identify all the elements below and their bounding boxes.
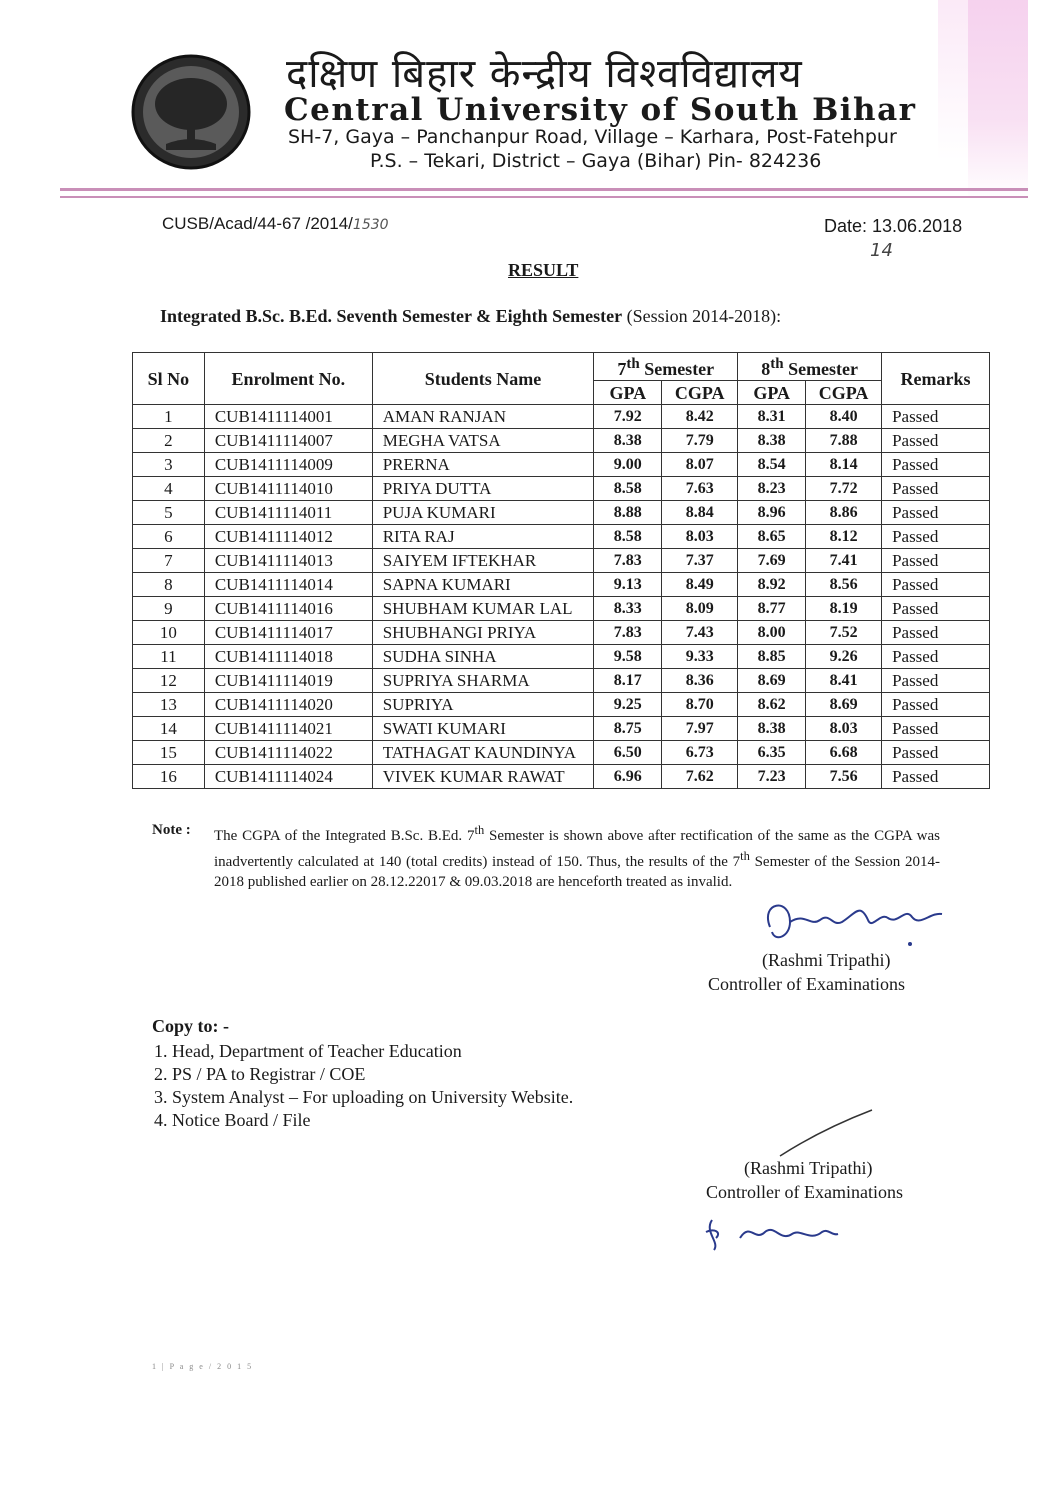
cell-remarks: Passed: [882, 429, 990, 453]
cell-remarks: Passed: [882, 573, 990, 597]
cell-gpa-8: 8.23: [738, 477, 806, 501]
cell-cgpa-7: 7.63: [662, 477, 738, 501]
cell-gpa-7: 8.75: [594, 717, 662, 741]
cell-cgpa-7: 6.73: [662, 741, 738, 765]
pink-margin-strip: [968, 0, 1028, 200]
cell-gpa-8: 8.38: [738, 429, 806, 453]
programme-subtitle-session: (Session 2014-2018):: [622, 306, 782, 326]
cell-cgpa-7: 7.97: [662, 717, 738, 741]
cell-gpa-8: 8.38: [738, 717, 806, 741]
table-header-row: [133, 353, 990, 381]
copy-to-item: 4. Notice Board / File: [154, 1110, 311, 1130]
cell-cgpa-8: 8.56: [806, 573, 882, 597]
cell-student-name: SUDHA SINHA: [372, 645, 594, 669]
cell-cgpa-7: 9.33: [662, 645, 738, 669]
cell-student-name: SWATI KUMARI: [372, 717, 594, 741]
cell-gpa-7: 6.50: [594, 741, 662, 765]
cell-student-name: SAPNA KUMARI: [372, 573, 594, 597]
cell-gpa-7: 9.00: [594, 453, 662, 477]
header-enrolment: Enrolment No.: [204, 353, 372, 405]
copy-to-list: [154, 1040, 573, 1132]
cell-remarks: Passed: [882, 669, 990, 693]
signature-slash-icon: [778, 1108, 874, 1158]
cell-sl-no: 14: [133, 717, 205, 741]
cell-remarks: Passed: [882, 525, 990, 549]
table-row: [133, 621, 990, 645]
cell-gpa-7: 9.58: [594, 645, 662, 669]
cell-cgpa-7: 7.43: [662, 621, 738, 645]
cell-enrolment: CUB1411114011: [204, 501, 372, 525]
cell-gpa-8: 8.54: [738, 453, 806, 477]
cell-student-name: AMAN RANJAN: [372, 405, 594, 429]
cell-sl-no: 10: [133, 621, 205, 645]
table-row: [133, 525, 990, 549]
cell-sl-no: 12: [133, 669, 205, 693]
cell-cgpa-7: 7.37: [662, 549, 738, 573]
cell-student-name: SAIYEM IFTEKHAR: [372, 549, 594, 573]
cell-remarks: Passed: [882, 549, 990, 573]
page-footer: 1 | P a g e / 2 0 1 5: [152, 1362, 254, 1371]
table-row: [133, 645, 990, 669]
cell-gpa-7: 8.17: [594, 669, 662, 693]
cell-remarks: Passed: [882, 501, 990, 525]
cell-gpa-7: 8.58: [594, 525, 662, 549]
header-cgpa-8: CGPA: [806, 381, 882, 405]
cell-sl-no: 8: [133, 573, 205, 597]
cell-enrolment: CUB1411114018: [204, 645, 372, 669]
cell-cgpa-7: 8.07: [662, 453, 738, 477]
cell-gpa-8: 7.23: [738, 765, 806, 789]
university-seal-tree-icon: [126, 52, 256, 172]
cell-cgpa-8: 8.69: [806, 693, 882, 717]
cell-gpa-8: 8.92: [738, 573, 806, 597]
cell-remarks: Passed: [882, 477, 990, 501]
cell-gpa-7: 7.83: [594, 621, 662, 645]
cell-cgpa-8: 8.12: [806, 525, 882, 549]
address-line-1: SH-7, Gaya – Panchanpur Road, Village – Karhara, Post-Fatehpur: [288, 126, 897, 148]
cell-enrolment: CUB1411114013: [204, 549, 372, 573]
cell-enrolment: CUB1411114017: [204, 621, 372, 645]
cell-cgpa-8: 9.26: [806, 645, 882, 669]
table-row: [133, 429, 990, 453]
reference-text: CUSB/Acad/44-67 /2014/: [162, 214, 353, 233]
cell-cgpa-8: 7.56: [806, 765, 882, 789]
cell-cgpa-8: 8.03: [806, 717, 882, 741]
cell-student-name: TATHAGAT KAUNDINYA: [372, 741, 594, 765]
cell-sl-no: 5: [133, 501, 205, 525]
table-row: [133, 477, 990, 501]
pink-margin-strip-secondary: [938, 0, 968, 160]
cell-cgpa-7: 7.79: [662, 429, 738, 453]
signature-icon: [760, 892, 960, 952]
cell-gpa-7: 7.92: [594, 405, 662, 429]
header-seventh-semester: 7th Semester: [594, 353, 738, 381]
table-row: [133, 741, 990, 765]
cell-student-name: SHUBHANGI PRIYA: [372, 621, 594, 645]
cell-enrolment: CUB1411114014: [204, 573, 372, 597]
header-sl-no: Sl No: [133, 353, 205, 405]
cell-gpa-7: 8.38: [594, 429, 662, 453]
signatory-name-2: (Rashmi Tripathi): [744, 1158, 873, 1178]
header-gpa-7: GPA: [594, 381, 662, 405]
cell-cgpa-8: 8.86: [806, 501, 882, 525]
result-heading: RESULT: [508, 260, 579, 280]
table-row: [133, 573, 990, 597]
cell-sl-no: 16: [133, 765, 205, 789]
cell-cgpa-8: 7.52: [806, 621, 882, 645]
cell-student-name: SUPRIYA: [372, 693, 594, 717]
cell-gpa-8: 8.77: [738, 597, 806, 621]
signatory-title-2: Controller of Examinations: [706, 1182, 903, 1202]
table-row: [133, 717, 990, 741]
cell-student-name: SUPRIYA SHARMA: [372, 669, 594, 693]
header-student-name: Students Name: [372, 353, 594, 405]
copy-to-item: 2. PS / PA to Registrar / COE: [154, 1064, 366, 1084]
cell-sl-no: 6: [133, 525, 205, 549]
header-cgpa-7: CGPA: [662, 381, 738, 405]
table-row: [133, 693, 990, 717]
cell-gpa-8: 8.31: [738, 405, 806, 429]
cell-enrolment: CUB1411114021: [204, 717, 372, 741]
header-remarks: Remarks: [882, 353, 990, 405]
cell-gpa-8: 6.35: [738, 741, 806, 765]
table-row: [133, 501, 990, 525]
header-rule: [60, 188, 1028, 191]
cell-gpa-8: 8.00: [738, 621, 806, 645]
cell-gpa-8: 8.69: [738, 669, 806, 693]
programme-subtitle: [160, 306, 781, 327]
cell-gpa-8: 8.85: [738, 645, 806, 669]
cell-cgpa-7: 8.70: [662, 693, 738, 717]
cell-remarks: Passed: [882, 597, 990, 621]
cell-cgpa-8: 8.19: [806, 597, 882, 621]
note-text: The CGPA of the Integrated B.Sc. B.Ed. 7th Semester is shown above after rectification of the same as the CGPA was inadvertently calculated at 140 (total credits) instead of 150. Thus, the results of the 7th Semester of the Session 2014-2018 published earlier on 28.12.22017 & 09.03.2018 are henceforth treated as invalid.: [214, 823, 940, 890]
cell-cgpa-8: 6.68: [806, 741, 882, 765]
cell-cgpa-7: 8.36: [662, 669, 738, 693]
cell-student-name: PRIYA DUTTA: [372, 477, 594, 501]
header-gpa-8: GPA: [738, 381, 806, 405]
cell-remarks: Passed: [882, 405, 990, 429]
cell-enrolment: CUB1411114009: [204, 453, 372, 477]
cell-remarks: Passed: [882, 741, 990, 765]
result-table: [132, 352, 990, 789]
university-name-english: Central University of South Bihar: [284, 92, 917, 128]
table-row: [133, 453, 990, 477]
cell-enrolment: CUB1411114022: [204, 741, 372, 765]
cell-student-name: VIVEK KUMAR RAWAT: [372, 765, 594, 789]
cell-cgpa-7: 8.03: [662, 525, 738, 549]
cell-gpa-8: 7.69: [738, 549, 806, 573]
cell-remarks: Passed: [882, 621, 990, 645]
cell-cgpa-8: 8.40: [806, 405, 882, 429]
cell-gpa-7: 9.13: [594, 573, 662, 597]
cell-cgpa-7: 8.42: [662, 405, 738, 429]
cell-enrolment: CUB1411114001: [204, 405, 372, 429]
cell-sl-no: 7: [133, 549, 205, 573]
cell-gpa-7: 7.83: [594, 549, 662, 573]
reference-number: [162, 214, 389, 234]
cell-cgpa-8: 7.88: [806, 429, 882, 453]
cell-student-name: PUJA KUMARI: [372, 501, 594, 525]
cell-gpa-7: 8.88: [594, 501, 662, 525]
cell-remarks: Passed: [882, 453, 990, 477]
cell-sl-no: 2: [133, 429, 205, 453]
address-line-2: P.S. – Tekari, District – Gaya (Bihar) Pin- 824236: [370, 150, 822, 172]
cell-cgpa-7: 8.84: [662, 501, 738, 525]
cell-cgpa-7: 8.49: [662, 573, 738, 597]
cell-student-name: PRERNA: [372, 453, 594, 477]
table-row: [133, 405, 990, 429]
cell-gpa-7: 6.96: [594, 765, 662, 789]
cell-sl-no: 1: [133, 405, 205, 429]
cell-gpa-8: 8.62: [738, 693, 806, 717]
cell-sl-no: 9: [133, 597, 205, 621]
cell-cgpa-8: 7.72: [806, 477, 882, 501]
note-block: [152, 820, 942, 890]
cell-enrolment: CUB1411114016: [204, 597, 372, 621]
cell-cgpa-8: 7.41: [806, 549, 882, 573]
cell-student-name: MEGHA VATSA: [372, 429, 594, 453]
cell-sl-no: 13: [133, 693, 205, 717]
cell-gpa-7: 9.25: [594, 693, 662, 717]
cell-cgpa-8: 8.14: [806, 453, 882, 477]
cell-student-name: SHUBHAM KUMAR LAL: [372, 597, 594, 621]
cell-student-name: RITA RAJ: [372, 525, 594, 549]
cell-enrolment: CUB1411114020: [204, 693, 372, 717]
cell-gpa-7: 8.58: [594, 477, 662, 501]
table-row: [133, 549, 990, 573]
cell-enrolment: CUB1411114012: [204, 525, 372, 549]
cell-sl-no: 4: [133, 477, 205, 501]
cell-sl-no: 3: [133, 453, 205, 477]
table-row: [133, 597, 990, 621]
copy-to-item: 1. Head, Department of Teacher Education: [154, 1041, 462, 1061]
header-eighth-semester: 8th Semester: [738, 353, 882, 381]
note-label: Note :: [152, 822, 191, 838]
signatory-name: (Rashmi Tripathi): [762, 950, 891, 970]
cell-remarks: Passed: [882, 693, 990, 717]
cell-enrolment: CUB1411114019: [204, 669, 372, 693]
header-rule-secondary: [60, 196, 1028, 198]
date-handwritten-correction: 14: [870, 240, 893, 261]
cell-remarks: Passed: [882, 717, 990, 741]
cell-cgpa-7: 7.62: [662, 765, 738, 789]
cell-gpa-8: 8.65: [738, 525, 806, 549]
copy-to-item: 3. System Analyst – For uploading on University Website.: [154, 1087, 574, 1107]
document-date: Date: 13.06.2018: [824, 216, 963, 236]
cell-sl-no: 11: [133, 645, 205, 669]
cell-gpa-7: 8.33: [594, 597, 662, 621]
table-row: [133, 669, 990, 693]
signatory-title: Controller of Examinations: [708, 974, 905, 994]
reference-handwritten: 1530: [352, 217, 389, 233]
cell-enrolment: CUB1411114024: [204, 765, 372, 789]
cell-remarks: Passed: [882, 765, 990, 789]
university-name-hindi: दक्षिण बिहार केन्द्रीय विश्वविद्यालय: [286, 51, 803, 97]
cell-gpa-8: 8.96: [738, 501, 806, 525]
cell-enrolment: CUB1411114010: [204, 477, 372, 501]
cell-enrolment: CUB1411114007: [204, 429, 372, 453]
table-row: [133, 765, 990, 789]
copy-to-heading: Copy to: -: [152, 1016, 229, 1036]
cell-cgpa-8: 8.41: [806, 669, 882, 693]
programme-subtitle-bold: Integrated B.Sc. B.Ed. Seventh Semester & Eighth Semester: [160, 306, 623, 326]
cell-remarks: Passed: [882, 645, 990, 669]
cell-sl-no: 15: [133, 741, 205, 765]
initials-signature-icon: [700, 1212, 850, 1252]
cell-cgpa-7: 8.09: [662, 597, 738, 621]
